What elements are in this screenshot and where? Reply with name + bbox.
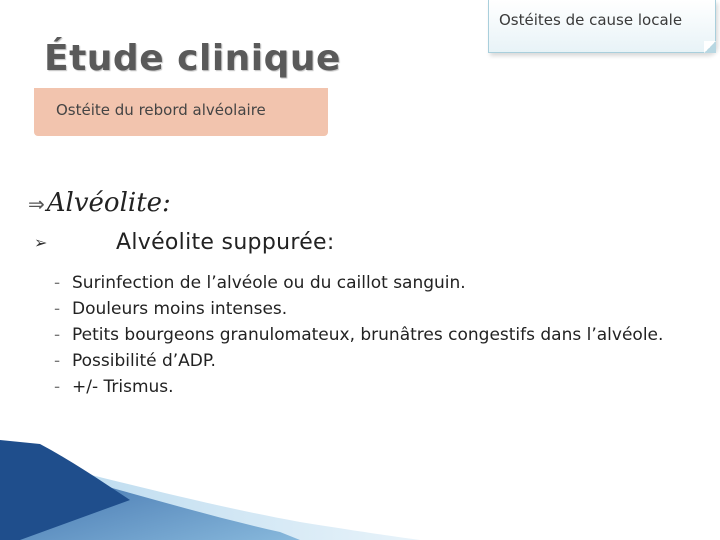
list-item-text: Possibilité d’ADP. bbox=[72, 351, 216, 371]
list-item bbox=[32, 272, 672, 294]
list-item-text: Surinfection de l’alvéole ou du caillot sanguin. bbox=[72, 273, 466, 293]
dash-bullet: - bbox=[54, 377, 61, 397]
list-item-text: Petits bourgeons granulomateux, brunâtres congestifs dans l’alvéole. bbox=[72, 325, 664, 345]
subheading bbox=[34, 230, 335, 255]
section-heading bbox=[28, 188, 171, 218]
dash-bullet: - bbox=[54, 351, 61, 371]
subtitle-text: Ostéite du rebord alvéolaire bbox=[56, 101, 266, 119]
list-item bbox=[32, 324, 672, 346]
subheading-text: Alvéolite suppurée: bbox=[116, 230, 335, 255]
bullet-list bbox=[32, 272, 672, 402]
arrow-bullet-icon: ➢ bbox=[34, 233, 48, 252]
corner-wave-decoration bbox=[0, 440, 420, 540]
folded-corner-decoration bbox=[704, 41, 716, 53]
section-heading-text: Alvéolite: bbox=[46, 188, 171, 218]
dash-bullet: - bbox=[54, 273, 61, 293]
list-item bbox=[32, 298, 672, 320]
subtitle-box bbox=[34, 88, 328, 136]
list-item bbox=[32, 350, 672, 372]
topic-label-box bbox=[488, 0, 716, 53]
list-item-text: Douleurs moins intenses. bbox=[72, 299, 288, 319]
list-item-text: +/- Trismus. bbox=[72, 377, 174, 397]
topic-label: Ostéites de cause locale bbox=[499, 11, 683, 29]
slide-title: Étude clinique bbox=[44, 38, 341, 79]
double-arrow-icon: ⇒ bbox=[28, 192, 45, 216]
dash-bullet: - bbox=[54, 299, 61, 319]
list-item bbox=[32, 376, 672, 398]
dash-bullet: - bbox=[54, 325, 61, 345]
